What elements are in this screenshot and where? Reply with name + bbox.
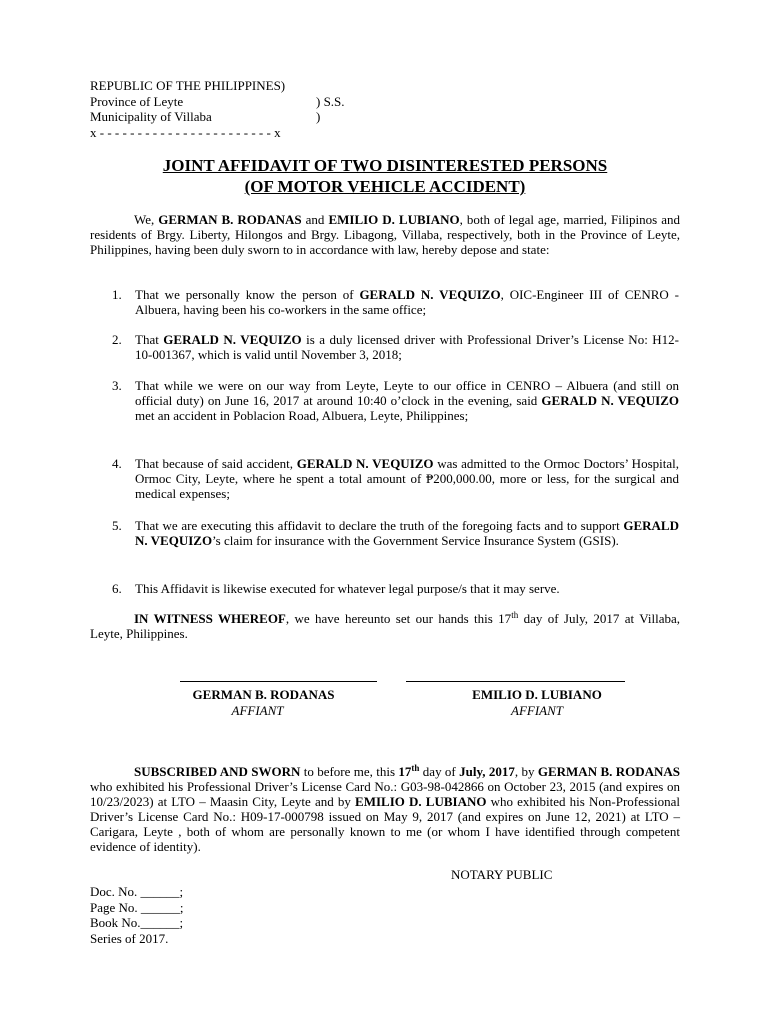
signatory-1-role: AFFIANT xyxy=(231,703,284,718)
document-references xyxy=(90,884,184,946)
title-line-2: (OF MOTOR VEHICLE ACCIDENT) xyxy=(244,177,526,196)
item-text: That while we were on our way from Leyte, Leyte to our office in CENRO – Albuera (and still on official duty) on June 16, 2017 at around 10:40 o’clock in the evening, said xyxy=(135,378,679,408)
statement-item-2 xyxy=(112,332,679,362)
book-number: Book No.______; xyxy=(90,915,184,930)
jurat-affiant-2: EMILIO D. LUBIANO xyxy=(355,794,487,809)
intro-text: We, xyxy=(134,212,159,227)
intro-paragraph xyxy=(90,212,680,257)
jurat-text: , by xyxy=(514,764,538,779)
jurat-date: July, 2017 xyxy=(459,764,515,779)
item-number: 2. xyxy=(112,332,122,347)
item-number: 4. xyxy=(112,456,122,471)
venue-separator: x - - - - - - - - - - - - - - - - - - - - - - - x xyxy=(90,124,281,140)
item-text: ’s claim for insurance with the Government Service Insurance System (GSIS). xyxy=(212,533,619,548)
jurat-day: 17 xyxy=(398,764,412,779)
statement-item-3 xyxy=(112,378,679,423)
item-text: That xyxy=(135,332,164,347)
doc-number: Doc. No. ______; xyxy=(90,884,184,899)
venue-republic: REPUBLIC OF THE PHILIPPINES) xyxy=(90,78,286,93)
statement-item-5 xyxy=(112,518,679,548)
item-name: GERALD N. VEQUIZO xyxy=(541,393,679,408)
item-number: 1. xyxy=(112,287,122,302)
item-number: 5. xyxy=(112,518,122,533)
venue-province: Province of Leyte xyxy=(90,93,184,109)
item-text: That we personally know the person of xyxy=(135,287,360,302)
jurat-text: who exhibited his Professional Driver’s License Card No.: G03-98-042866 on October 23, 2015 (and expires on 10/23/2023) at LTO – Maasin City, Leyte and by xyxy=(90,779,680,809)
item-number: 3. xyxy=(112,378,122,393)
witness-paragraph xyxy=(90,611,680,641)
item-text: This Affidavit is likewise executed for whatever legal purpose/s that it may serve. xyxy=(135,581,560,596)
statement-item-4 xyxy=(112,456,679,501)
signatory-2-name: EMILIO D. LUBIANO xyxy=(472,687,602,702)
item-text: was admitted to the Ormoc Doctors’ Hospital, Ormoc City, Leyte, where he spent a total amount of ₱200,000.00, more or less, for the surgical and medical expenses; xyxy=(135,456,679,501)
jurat-text: who exhibited his Non-Professional Driver’s License Card No.: H09-17-000798 issued on May 9, 2017 (and expires on June 12, 2021) at LTO – Carigara, Leyte , both of whom are personally known to me (or whom I have identified through competent evidence of identity). xyxy=(90,794,680,854)
affiant-2-name: EMILIO D. LUBIANO xyxy=(328,212,460,227)
item-name: GERALD N. VEQUIZO xyxy=(296,456,434,471)
title-line-1: JOINT AFFIDAVIT OF TWO DISINTERESTED PERSONS xyxy=(162,156,608,175)
ordinal-suffix: th xyxy=(411,763,420,773)
signatory-2-role: AFFIANT xyxy=(511,703,563,718)
statement-item-1 xyxy=(112,287,680,317)
signature-line-1 xyxy=(180,681,377,682)
witness-text: , we have hereunto set our hands this 17 xyxy=(285,611,512,626)
jurat-affiant-1: GERMAN B. RODANAS xyxy=(537,764,681,779)
notary-public-label: NOTARY PUBLIC xyxy=(451,867,553,882)
item-text: met an accident in Poblacion Road, Albuera, Leyte, Philippines; xyxy=(135,408,469,423)
venue-block xyxy=(90,78,410,140)
ordinal-suffix: th xyxy=(511,610,519,620)
item-text: That because of said accident, xyxy=(135,456,297,471)
intro-text: and xyxy=(301,212,329,227)
venue-municipality: Municipality of Villaba xyxy=(90,109,212,124)
item-text: That we are executing this affidavit to declare the truth of the foregoing facts and to support xyxy=(135,518,624,533)
venue-ss: ) S.S. xyxy=(316,93,345,109)
item-text: , OIC-Engineer III of CENRO - Albuera, having been his co-workers in the same office; xyxy=(135,287,680,317)
series-year: Series of 2017. xyxy=(90,930,169,946)
signature-line-2 xyxy=(406,681,625,682)
intro-text: , both of legal age, married, Filipinos and residents of Brgy. Liberty, Hilongos and Brgy. Libagong, Villaba, respectively, both in the Province of Leyte, Philippines, having been duly sworn to in accordance with law, hereby depose and state: xyxy=(90,212,680,257)
witness-heading: IN WITNESS WHEREOF xyxy=(134,611,286,626)
witness-text: day of July, 2017 at Villaba, Leyte, Philippines. xyxy=(90,611,681,641)
statement-item-6 xyxy=(112,581,679,596)
venue-paren: ) xyxy=(316,109,321,124)
jurat-text: day of xyxy=(419,764,460,779)
jurat-paragraph xyxy=(90,764,680,854)
item-number: 6. xyxy=(112,581,122,596)
affiant-1-name: GERMAN B. RODANAS xyxy=(158,212,302,227)
item-text: is a duly licensed driver with Professional Driver’s License No: H12-10-001367, which is valid until November 3, 2018; xyxy=(135,332,679,362)
signatory-1-name: GERMAN B. RODANAS xyxy=(192,687,335,702)
jurat-text: to before me, this xyxy=(300,764,399,779)
document-title xyxy=(90,155,680,197)
item-name: GERALD N. VEQUIZO xyxy=(359,287,501,302)
item-name: GERALD N. VEQUIZO xyxy=(135,518,679,548)
jurat-heading: SUBSCRIBED AND SWORN xyxy=(134,764,301,779)
item-name: GERALD N. VEQUIZO xyxy=(163,332,302,347)
page-number: Page No. ______; xyxy=(90,899,184,915)
